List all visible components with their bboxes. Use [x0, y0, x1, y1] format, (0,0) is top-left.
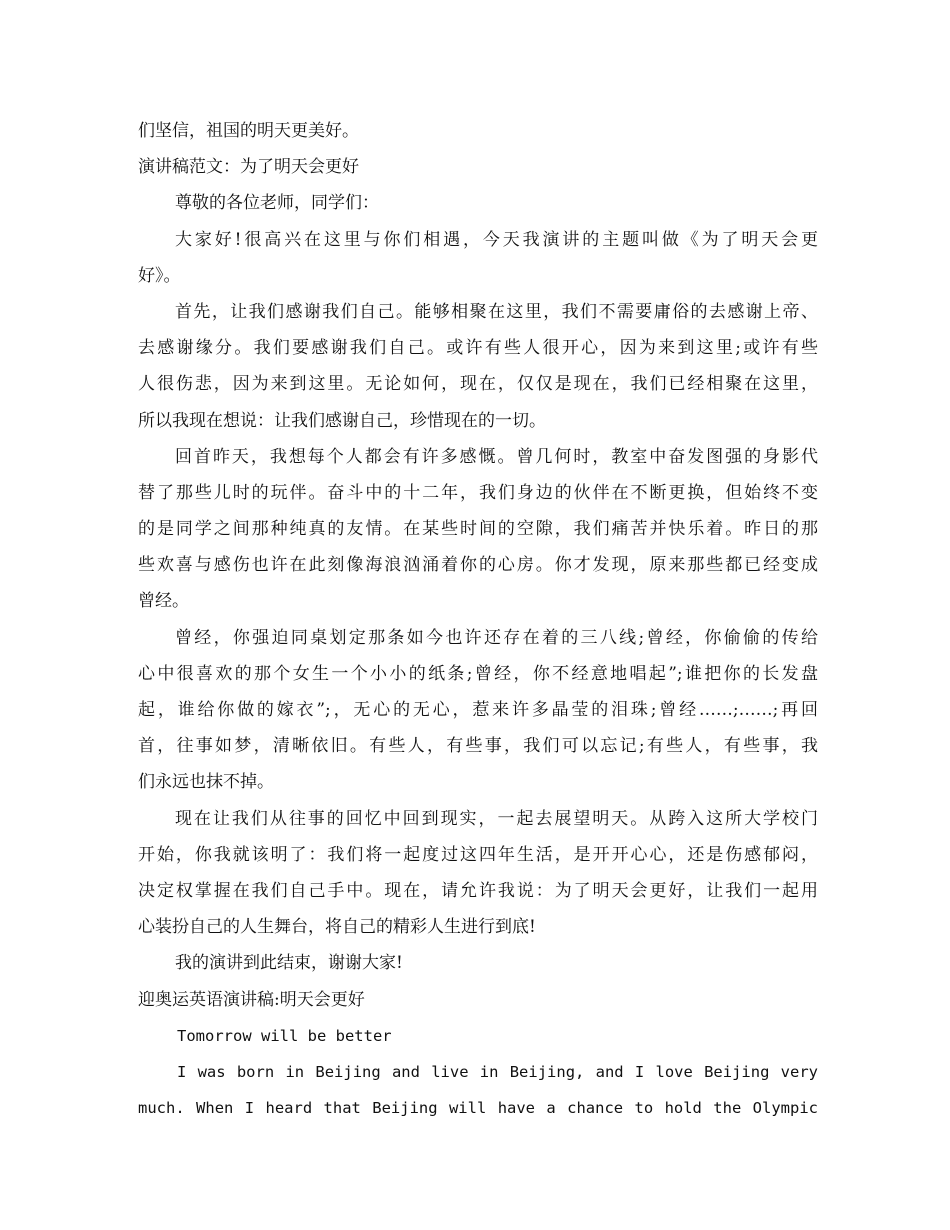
paragraph-line: 心中很喜欢的那个女生一个小小的纸条;曾经，你不经意地唱起”;谁把你的长发盘	[138, 663, 818, 684]
paragraph-line: 回首昨天，我想每个人都会有许多感慨。曾几何时，教室中奋发图强的身影代	[175, 446, 818, 467]
paragraph-line: 们永远也抹不掉。	[138, 772, 274, 793]
paragraph-line: 所以我现在想说：让我们感谢自己，珍惜现在的一切。	[138, 410, 546, 431]
english-title: Tomorrow will be better	[177, 1026, 392, 1045]
paragraph-line: 曾经，你强迫同桌划定那条如今也许还存在着的三八线;曾经，你偷偷的传给	[175, 627, 818, 648]
paragraph-line: 首，往事如梦，清晰依旧。有些人，有些事，我们可以忘记;有些人，有些事，我	[138, 736, 818, 757]
paragraph-line: 替了那些儿时的玩伴。奋斗中的十二年，我们身边的伙伴在不断更换，但始终不变	[138, 482, 818, 503]
english-paragraph-line: I was born in Beijing and live in Beijing, and I love Beijing very	[177, 1062, 818, 1081]
section-heading: 迎奥运英语演讲稿:明天会更好	[138, 989, 365, 1010]
paragraph-line: 好》。	[138, 265, 181, 286]
paragraph-line: 们坚信，祖国的明天更美好。	[138, 121, 359, 141]
paragraph-line: 大家好!很高兴在这里与你们相遇，今天我演讲的主题叫做《为了明天会更	[175, 229, 818, 250]
paragraph-line: 曾经。	[138, 591, 189, 612]
section-heading: 演讲稿范文：为了明天会更好	[138, 157, 359, 178]
paragraph-line: 决定权掌握在我们自己手中。现在，请允许我说：为了明天会更好，让我们一起用	[138, 880, 818, 901]
paragraph-line: 些欢喜与感伤也许在此刻像海浪汹涌着你的心房。你才发现，原来那些都已经变成	[138, 555, 818, 576]
paragraph-line: 起，谁给你做的嫁衣”;，无心的无心，惹来许多晶莹的泪珠;曾经……;……;再回	[138, 700, 818, 720]
paragraph-line: 开始，你我就该明了：我们将一起度过这四年生活，是开开心心，还是伤感郁闷，	[138, 844, 818, 865]
closing-line: 我的演讲到此结束，谢谢大家!	[175, 953, 403, 974]
paragraph-line: 人很伤悲，因为来到这里。无论如何，现在，仅仅是现在，我们已经相聚在这里，	[138, 374, 818, 395]
english-paragraph-line: much. When I heard that Beijing will have a chance to hold the Olympic	[138, 1099, 818, 1118]
paragraph-line: 的是同学之间那种纯真的友情。在某些时间的空隙，我们痛苦并快乐着。昨日的那	[138, 519, 818, 540]
document-body	[138, 113, 818, 1126]
paragraph-line: 心装扮自己的人生舞台，将自己的精彩人生进行到底!	[138, 917, 536, 938]
paragraph-line: 首先，让我们感谢我们自己。能够相聚在这里，我们不需要庸俗的去感谢上帝、	[175, 301, 818, 322]
paragraph-line: 现在让我们从往事的回忆中回到现实，一起去展望明天。从跨入这所大学校门	[175, 808, 818, 829]
paragraph-line: 去感谢缘分。我们要感谢我们自己。或许有些人很开心，因为来到这里;或许有些	[138, 338, 818, 359]
salutation-line: 尊敬的各位老师，同学们：	[175, 193, 379, 214]
